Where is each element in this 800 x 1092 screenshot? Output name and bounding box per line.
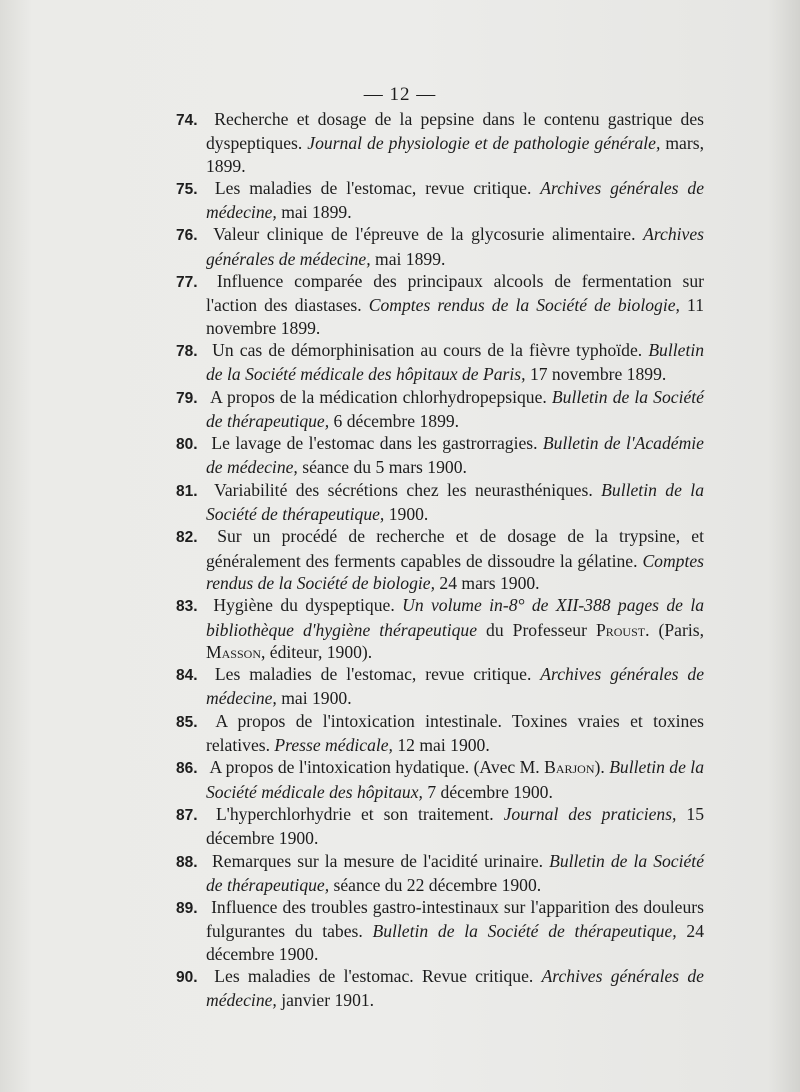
entry-title: Les maladies de l'estomac, revue critique. bbox=[214, 664, 532, 685]
entry-title: A propos de la médication chlorhydropepsique. bbox=[210, 386, 547, 407]
entry-title: Hygiène du dyspeptique. bbox=[213, 595, 395, 616]
bibliography-entry bbox=[144, 432, 704, 479]
page-number: — 12 — bbox=[363, 84, 437, 105]
entry-number: 82. bbox=[176, 529, 198, 547]
entry-title: Le lavage de l'estomac dans les gastrorragies. bbox=[211, 433, 538, 454]
entry-title: Un cas de démorphinisation au cours de la fièvre typhoïde. bbox=[212, 339, 643, 360]
entry-date: éditeur, 1900). bbox=[269, 641, 373, 662]
bibliography-entry bbox=[144, 803, 704, 850]
entry-source: Archives générales de médecine, bbox=[206, 965, 704, 1011]
author-name: Proust. bbox=[595, 619, 650, 640]
bibliography-entry bbox=[144, 108, 704, 177]
bibliography-entry bbox=[144, 339, 704, 386]
bibliography-entry bbox=[144, 663, 704, 710]
entry-number: 83. bbox=[176, 598, 198, 616]
entry-date: 6 décembre 1899. bbox=[333, 410, 460, 431]
entry-source: Archives générales de médecine, bbox=[206, 177, 704, 223]
entry-number: 89. bbox=[176, 900, 198, 918]
entry-date: 1900. bbox=[388, 504, 429, 525]
entry-number: 84. bbox=[176, 667, 198, 685]
entry-date: janvier 1901. bbox=[281, 990, 375, 1011]
entry-title: Sur un procédé de recherche et de dosage de la trypsine, et généralement des ferments capables de dissoudre la gélatine. bbox=[206, 526, 705, 571]
entry-date: 11 novembre 1899. bbox=[206, 295, 704, 338]
entry-title: Recherche et dosage de la pepsine dans le contenu gastrique des dyspeptiques. bbox=[206, 109, 704, 154]
bibliography-list bbox=[144, 108, 704, 1012]
entry-source: Comptes rendus de la Société de biologie, bbox=[368, 295, 680, 316]
entry-source: Archives générales de médecine, bbox=[206, 224, 704, 269]
coauthor-name: Barjon). bbox=[544, 757, 605, 778]
entry-title: Valeur clinique de l'épreuve de la glycosurie alimentaire. bbox=[213, 224, 636, 245]
entry-date: mars, 1899. bbox=[206, 133, 704, 176]
entry-date: mai 1900. bbox=[281, 688, 352, 709]
entry-number: 77. bbox=[176, 274, 198, 292]
entry-number: 86. bbox=[176, 760, 198, 778]
entry-source: Journal des praticiens, bbox=[503, 803, 677, 824]
bibliography-entry bbox=[144, 479, 704, 526]
entry-date: mai 1899. bbox=[281, 202, 352, 223]
entry-title: Influence comparée des principaux alcools de fermentation sur l'action des diastases. bbox=[206, 271, 704, 316]
entry-number: 79. bbox=[176, 389, 198, 407]
entry-title: A propos de l'intoxication hydatique. (Avec M. bbox=[209, 757, 540, 778]
bibliography-entry bbox=[144, 594, 704, 663]
entry-detail: (Paris, bbox=[658, 619, 704, 640]
bibliography-entry bbox=[144, 270, 704, 339]
bibliography-entry bbox=[144, 710, 704, 757]
entry-number: 76. bbox=[176, 227, 198, 245]
entry-source: Journal de physiologie et de pathologie générale, bbox=[307, 133, 661, 154]
bibliography-entry bbox=[144, 756, 704, 803]
entry-title: L'hyperchlorhydrie et son traitement. bbox=[215, 803, 494, 824]
entry-number: 75. bbox=[176, 180, 198, 198]
bibliography-entry bbox=[144, 965, 704, 1012]
entry-date: 24 décembre 1900. bbox=[206, 921, 704, 964]
bibliography-entry bbox=[144, 386, 704, 433]
entry-date: mai 1899. bbox=[375, 248, 446, 269]
entry-date: 12 mai 1900. bbox=[397, 735, 490, 756]
entry-source: Bulletin de la Société médicale des hôpitaux, bbox=[206, 757, 704, 802]
entry-title: Remarques sur la mesure de l'acidité urinaire. bbox=[212, 850, 544, 871]
publisher-name: Masson, bbox=[206, 641, 266, 662]
entry-source: Archives générales de médecine, bbox=[206, 664, 704, 709]
entry-number: 81. bbox=[176, 482, 198, 500]
entry-source: Bulletin de la Société de thérapeutique, bbox=[206, 386, 704, 431]
bibliography-entry bbox=[144, 896, 704, 965]
entry-source: Bulletin de la Société de thérapeutique, bbox=[372, 921, 677, 942]
entry-number: 88. bbox=[176, 853, 198, 871]
entry-number: 80. bbox=[176, 436, 198, 454]
entry-source: Bulletin de l'Académie de médecine, bbox=[206, 433, 704, 478]
entry-number: 85. bbox=[176, 713, 198, 731]
entry-source: Un volume in-8° de XII-388 pages de la bibliothèque d'hygiène thérapeutique bbox=[206, 595, 705, 640]
entry-title: A propos de l'intoxication intestinale. Toxines vraies et toxines relatives. bbox=[206, 710, 704, 756]
bibliography-entry bbox=[144, 850, 704, 897]
entry-source: Comptes rendus de la Société de biologie, bbox=[206, 550, 705, 593]
entry-number: 90. bbox=[176, 968, 198, 986]
entry-number: 87. bbox=[176, 806, 198, 824]
entry-date: séance du 22 décembre 1900. bbox=[333, 874, 542, 895]
entry-title: Les maladies de l'estomac, revue critique. bbox=[214, 177, 532, 198]
entry-source: Bulletin de la Société médicale des hôpitaux de Paris, bbox=[206, 339, 705, 385]
entry-date: séance du 5 mars 1900. bbox=[302, 457, 467, 478]
entry-source: Bulletin de la Société de thérapeutique, bbox=[206, 479, 704, 525]
entry-source: Presse médicale, bbox=[274, 735, 393, 756]
entry-number: 78. bbox=[176, 342, 198, 360]
bibliography-entry bbox=[144, 525, 704, 594]
entry-title: Les maladies de l'estomac. Revue critique. bbox=[214, 965, 534, 986]
bibliography-entry bbox=[144, 177, 704, 224]
entry-title: Influence des troubles gastro-intestinaux sur l'apparition des douleurs fulgurantes du tabes. bbox=[206, 897, 704, 942]
entry-date: 15 décembre 1900. bbox=[206, 803, 704, 849]
entry-source: Bulletin de la Société de thérapeutique, bbox=[206, 850, 704, 895]
entry-date: 17 novembre 1899. bbox=[529, 364, 667, 385]
entry-detail: du Professeur bbox=[486, 619, 587, 640]
entry-date: 24 mars 1900. bbox=[439, 572, 540, 593]
entry-number: 74. bbox=[176, 112, 198, 129]
bibliography-entry bbox=[144, 223, 704, 270]
entry-title: Variabilité des sécrétions chez les neurasthéniques. bbox=[214, 479, 593, 500]
entry-date: 7 décembre 1900. bbox=[427, 781, 553, 802]
